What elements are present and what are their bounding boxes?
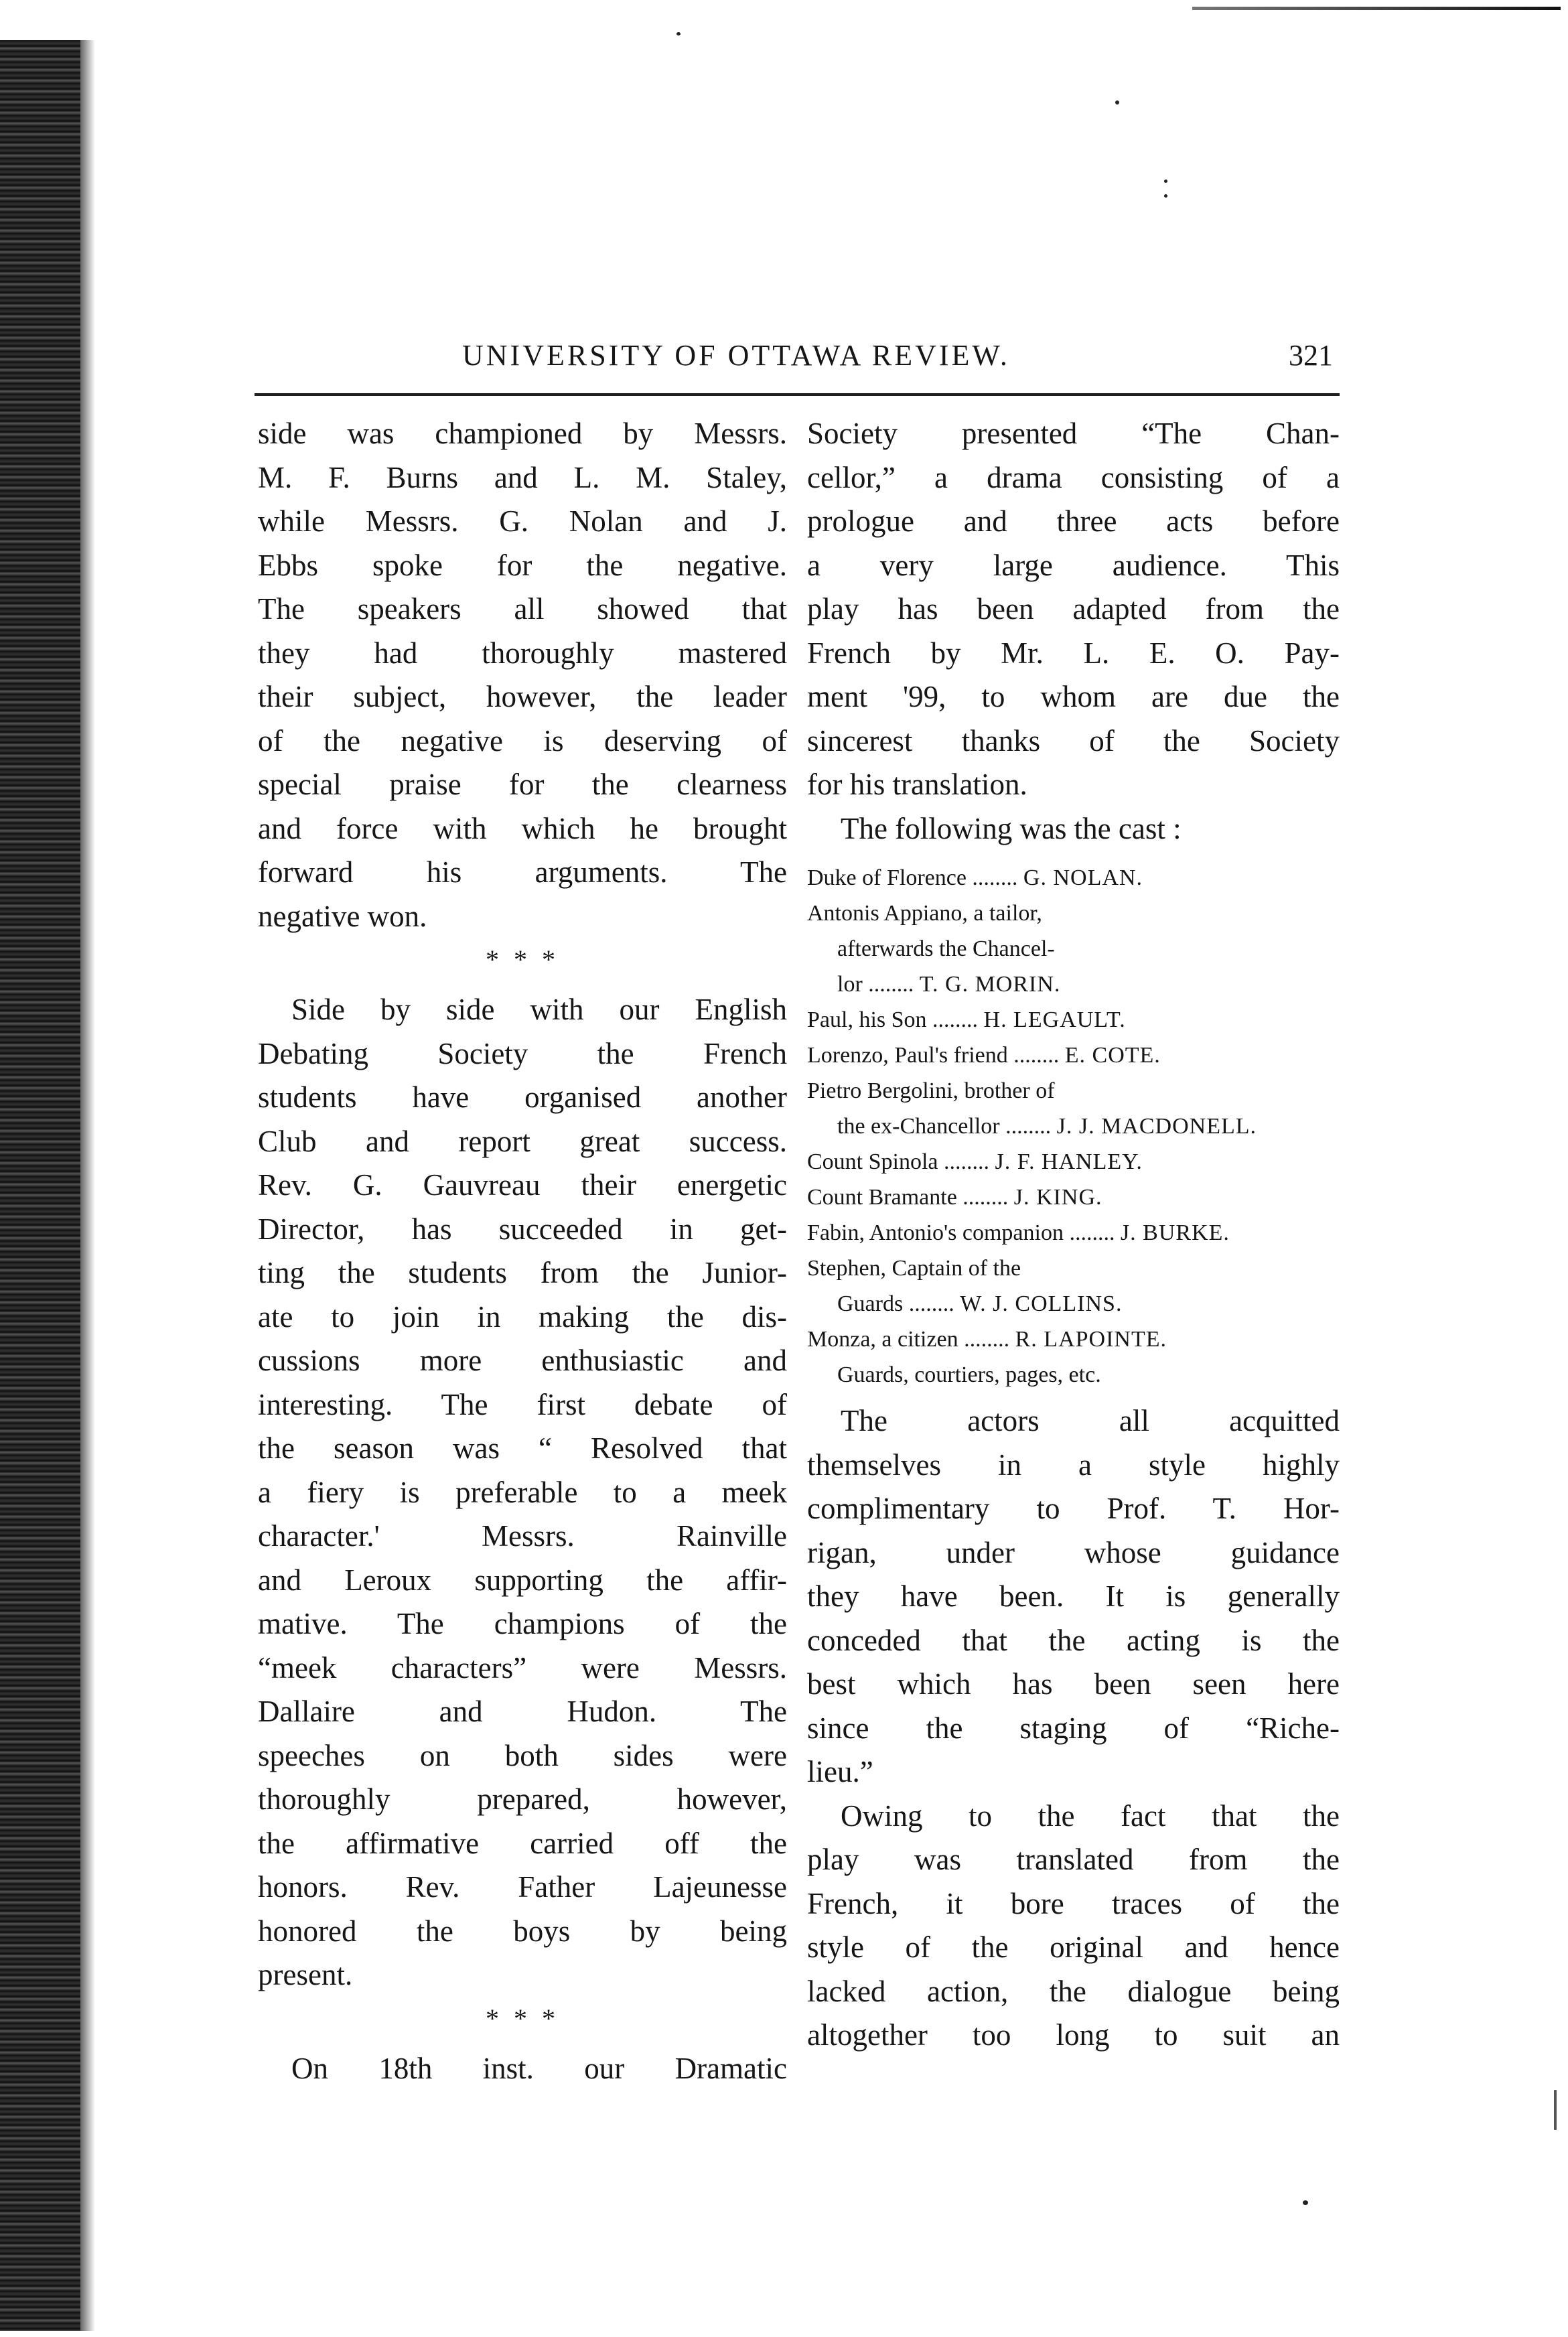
text-line: students have organised another	[258, 1080, 787, 1114]
cast-role: Fabin, Antonio's companion	[807, 1220, 1064, 1245]
dot-leader: ........	[958, 1327, 1015, 1352]
scan-speck	[676, 32, 681, 36]
cast-actor: J. BURKE.	[1120, 1220, 1230, 1245]
dot-leader: ........	[1063, 1220, 1121, 1245]
dot-leader: ........	[903, 1291, 960, 1316]
text-line: honored the boys by being	[258, 1914, 787, 1948]
cast-row-continued	[807, 1286, 1340, 1322]
text-line: Club and report great success.	[258, 1124, 787, 1158]
text-line: complimentary to Prof. T. Hor-	[807, 1492, 1340, 1525]
text-line: special praise for the clearness	[258, 768, 787, 801]
text-line: side was championed by Messrs.	[258, 417, 787, 450]
cast-row	[807, 1215, 1340, 1251]
text-line: French by Mr. L. E. O. Pay-	[807, 636, 1340, 670]
cast-role: Guards	[837, 1291, 904, 1316]
text-line: since the staging of “Riche-	[807, 1711, 1340, 1745]
cast-actor: W. J. COLLINS.	[960, 1291, 1123, 1316]
cast-row	[807, 1144, 1340, 1180]
dot-leader: ........	[926, 1007, 984, 1032]
scan-artifact-line	[1192, 7, 1561, 10]
text-line: M. F. Burns and L. M. Staley,	[258, 460, 787, 494]
right-column	[807, 412, 1340, 2058]
cast-role: afterwards the Chancel-	[837, 936, 1055, 961]
text-line: cussions more enthusiastic and	[258, 1344, 787, 1377]
text-line: rigan, under whose guidance	[807, 1535, 1340, 1569]
text-line: a very large audience. This	[807, 548, 1340, 582]
left-column	[258, 412, 787, 2091]
paragraph-dramatic-society	[258, 2047, 787, 2091]
cast-actor: G. NOLAN.	[1023, 865, 1143, 890]
cast-row	[807, 1180, 1340, 1215]
text-line: lieu.”	[807, 1755, 873, 1788]
text-line: The actors all acquitted	[841, 1404, 1340, 1437]
text-line: prologue and three acts before	[807, 504, 1340, 538]
dot-leader: ........	[999, 1114, 1057, 1139]
cast-role: Count Bramante	[807, 1185, 957, 1210]
text-line: forward his arguments. The	[258, 855, 787, 889]
text-line: best which has been seen here	[807, 1667, 1340, 1701]
text-line: altogether too long to suit an	[807, 2018, 1340, 2052]
text-line: On 18th inst. our Dramatic	[291, 2051, 787, 2085]
cast-role: Count Spinola	[807, 1149, 938, 1174]
cast-role: lor	[837, 972, 863, 997]
text-line: sincerest thanks of the Society	[807, 723, 1340, 758]
text-line: honors. Rev. Father Lajeunesse	[258, 1870, 787, 1904]
paragraph-debate-result	[258, 412, 787, 938]
cast-intro	[807, 807, 1340, 851]
text-line: interesting. The first debate of	[258, 1387, 787, 1421]
cast-role: Pietro Bergolini, brother of	[807, 1078, 1055, 1103]
text-line: French, it bore traces of the	[807, 1886, 1340, 1920]
cast-row	[807, 1073, 1340, 1109]
text-line: character.' Messrs. Rainville	[258, 1519, 787, 1553]
cast-actor: T. G. MORIN.	[919, 972, 1061, 997]
cast-row	[807, 1002, 1340, 1038]
cast-row-continued	[807, 931, 1340, 967]
text-line: negative won.	[258, 899, 427, 933]
cast-row	[807, 896, 1340, 931]
text-line: ate to join in making the dis-	[258, 1299, 787, 1334]
text-line: Ebbs spoke for the negative.	[258, 548, 787, 582]
text-line: lacked action, the dialogue being	[807, 1974, 1340, 2008]
cast-actor: R. LAPOINTE.	[1015, 1327, 1167, 1352]
text-line: Debating Society the French	[258, 1036, 787, 1070]
text-line: for his translation.	[807, 768, 1027, 801]
text-line: play was translated from the	[807, 1843, 1340, 1876]
page-number: 321	[1289, 339, 1333, 372]
text-line: themselves in a style highly	[807, 1447, 1340, 1482]
dot-leader: ........	[1007, 1043, 1065, 1068]
text-line: their subject, however, the leader	[258, 680, 787, 713]
cast-actor: J. KING.	[1013, 1185, 1102, 1210]
cast-row-continued	[807, 967, 1340, 1002]
cast-row	[807, 1038, 1340, 1073]
text-line: Rev. G. Gauvreau their energetic	[258, 1168, 787, 1202]
text-line: mative. The champions of the	[258, 1607, 787, 1640]
text-line: Society presented “The Chan-	[807, 417, 1340, 450]
section-divider-stars: * * *	[486, 944, 559, 975]
scan-speck	[1164, 194, 1167, 198]
text-line: they had thoroughly mastered	[258, 636, 787, 670]
binding-shadow	[80, 40, 95, 2331]
text-line: Side by side with our English	[291, 993, 787, 1026]
cast-role: Duke of Florence	[807, 865, 967, 890]
cast-row	[807, 1322, 1340, 1357]
text-line: a fiery is preferable to a meek	[258, 1475, 787, 1509]
text-line: The speakers all showed that	[258, 592, 787, 626]
text-line: the affirmative carried off the	[258, 1826, 787, 1860]
cast-role: Guards, courtiers, pages, etc.	[837, 1362, 1101, 1387]
text-line: present.	[258, 1958, 353, 1991]
cast-role: Paul, his Son	[807, 1007, 927, 1032]
text-line: style of the original and hence	[807, 1930, 1340, 1964]
text-line: and Leroux supporting the affir-	[258, 1563, 787, 1597]
text-line: and force with which he brought	[258, 811, 787, 845]
cast-intro-line: The following was the cast :	[841, 811, 1182, 845]
cast-role: Antonis Appiano, a tailor,	[807, 901, 1042, 926]
cast-actor: J. J. MACDONELL.	[1056, 1114, 1257, 1139]
paragraph-acting-review	[807, 1399, 1340, 1794]
cast-role: Monza, a citizen	[807, 1327, 958, 1352]
header-rule	[255, 393, 1340, 396]
cast-row	[807, 860, 1340, 896]
text-line: they have been. It is generally	[807, 1579, 1340, 1613]
text-line: play has been adapted from the	[807, 592, 1340, 626]
text-line: cellor,” a drama consisting of a	[807, 460, 1340, 494]
text-line: conceded that the acting is the	[807, 1623, 1340, 1657]
binding-edge	[0, 40, 80, 2331]
running-head	[261, 338, 1333, 385]
cast-role: Stephen, Captain of the	[807, 1256, 1021, 1281]
text-line: thoroughly prepared, however,	[258, 1782, 787, 1816]
text-line: ting the students from the Junior-	[258, 1256, 787, 1289]
paragraph-translation-note	[807, 1794, 1340, 2058]
cast-actor: J. F. HANLEY.	[995, 1149, 1143, 1174]
cast-row	[807, 1251, 1340, 1286]
section-divider-stars: * * *	[486, 2003, 559, 2034]
dot-leader: ........	[862, 972, 920, 997]
scan-speck	[1303, 2200, 1308, 2205]
text-line: Owing to the fact that the	[841, 1798, 1340, 1833]
scan-speck	[1115, 100, 1119, 104]
text-line: speeches on both sides were	[258, 1738, 787, 1772]
cast-role: the ex-Chancellor	[837, 1114, 1000, 1139]
dot-leader: ........	[966, 865, 1023, 890]
text-line: Dallaire and Hudon. The	[258, 1695, 787, 1728]
journal-title: UNIVERSITY OF OTTAWA REVIEW.	[462, 339, 1010, 372]
dot-leader: ........	[956, 1185, 1014, 1210]
cast-row-continued	[807, 1109, 1340, 1144]
text-line: ment '99, to whom are due the	[807, 680, 1340, 713]
dot-leader: ........	[938, 1149, 995, 1174]
paragraph-chancellor-play	[807, 412, 1340, 807]
cast-row	[807, 1357, 1340, 1393]
text-line: while Messrs. G. Nolan and J.	[258, 504, 787, 538]
scan-speck	[1164, 180, 1167, 183]
text-line: Director, has succeeded in get-	[258, 1212, 787, 1246]
cast-list	[807, 860, 1340, 1393]
cast-role: Lorenzo, Paul's friend	[807, 1043, 1008, 1068]
paragraph-french-club	[258, 988, 787, 1997]
text-line: “meek characters” were Messrs.	[258, 1650, 787, 1685]
text-line: the season was “ Resolved that	[258, 1431, 787, 1465]
cast-actor: E. COTE.	[1064, 1043, 1161, 1068]
scan-speck	[1554, 2090, 1557, 2130]
cast-actor: H. LEGAULT.	[983, 1007, 1126, 1032]
text-line: of the negative is deserving of	[258, 723, 787, 758]
